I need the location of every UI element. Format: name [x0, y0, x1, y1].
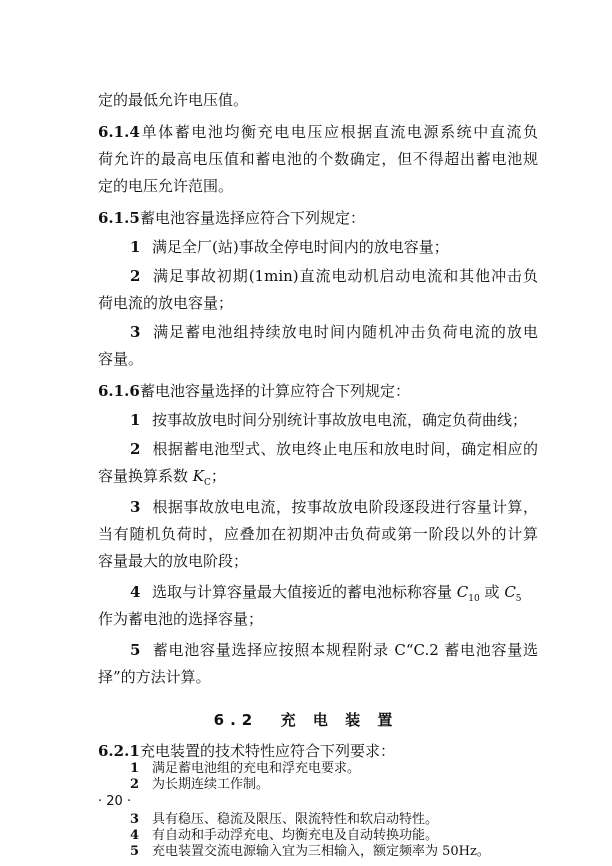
- list-item-continuation: 容量换算系数 $K_C$；: [98, 467, 226, 488]
- symbol-k: K: [192, 467, 205, 485]
- clause-number: 6.1.6: [98, 382, 140, 400]
- list-item: 2 满足事故初期(1min)直流电动机启动电流和其他冲击负: [130, 267, 538, 285]
- list-item: 5 充电装置交流电源输入宜为三相输入，额定频率为 50Hz。: [130, 844, 490, 859]
- list-item: 2 为长期连续工作制。: [130, 777, 270, 792]
- list-item: 1 满足全厂(站)事故全停电时间内的放电容量；: [130, 238, 449, 256]
- list-item-continuation: 当有随机负荷时，应叠加在初期冲击负荷或第一阶段以外的计算: [98, 525, 538, 543]
- section-title: 充 电 装 置: [280, 711, 399, 729]
- list-item-continuation: 择”的方法计算。: [98, 668, 211, 686]
- page-number: · 20 ·: [98, 794, 132, 809]
- list-item-continuation: 作为蓄电池的选择容量；: [98, 610, 264, 628]
- list-item: 3 具有稳压、稳流及限压、限流特性和软启动特性。: [130, 812, 439, 827]
- symbol-c5: C: [504, 583, 516, 601]
- list-item-continuation: 荷电流的放电容量；: [98, 294, 234, 312]
- clause-6-1-4-line-2: 荷允许的最高电压值和蓄电池的个数确定，但不得超出蓄电池规: [98, 150, 538, 168]
- list-item: 3 根据事故放电电流，按事故放电阶段逐段进行容量计算，: [130, 498, 538, 516]
- clause-6-1-4-line-1: 6.1.4单体蓄电池均衡充电电压应根据直流电源系统中直流负: [98, 123, 538, 141]
- list-item: 3 满足蓄电池组持续放电时间内随机冲击负荷电流的放电: [130, 323, 538, 341]
- list-item: 4 有自动和手动浮充电、均衡充电及自动转换功能。: [130, 828, 439, 843]
- list-item: 2 根据蓄电池型式、放电终止电压和放电时间，确定相应的: [130, 440, 538, 458]
- clause-6-2-1-intro: 6.2.1充电装置的技术特性应符合下列要求：: [98, 742, 396, 760]
- clause-6-1-5-intro: 6.1.5蓄电池容量选择应符合下列规定：: [98, 209, 366, 227]
- clause-number: 6.1.4: [98, 123, 140, 141]
- clause-6-1-6-intro: 6.1.6蓄电池容量选择的计算应符合下列规定：: [98, 382, 411, 400]
- section-number: 6.2: [213, 711, 259, 729]
- list-item: 4 选取与计算容量最大值接近的蓄电池标称容量 $C_{10}$ 或 $C_5$: [130, 583, 522, 604]
- continuation-line: 定的最低允许电压值。: [98, 91, 249, 109]
- clause-number: 6.2.1: [98, 742, 140, 760]
- clause-6-1-4-line-3: 定的电压允许范围。: [98, 177, 234, 195]
- clause-number: 6.1.5: [98, 209, 140, 227]
- list-item-continuation: 容量。: [98, 350, 144, 368]
- list-item: 1 满足蓄电池组的充电和浮充电要求。: [130, 761, 361, 776]
- list-item-continuation: 容量最大的放电阶段；: [98, 552, 249, 570]
- symbol-c10: C: [456, 583, 469, 601]
- list-item: 1 按事故放电时间分别统计事故放电电流，确定负荷曲线；: [130, 411, 528, 429]
- list-item: 5 蓄电池容量选择应按照本规程附录 C“C.2 蓄电池容量选: [130, 641, 538, 659]
